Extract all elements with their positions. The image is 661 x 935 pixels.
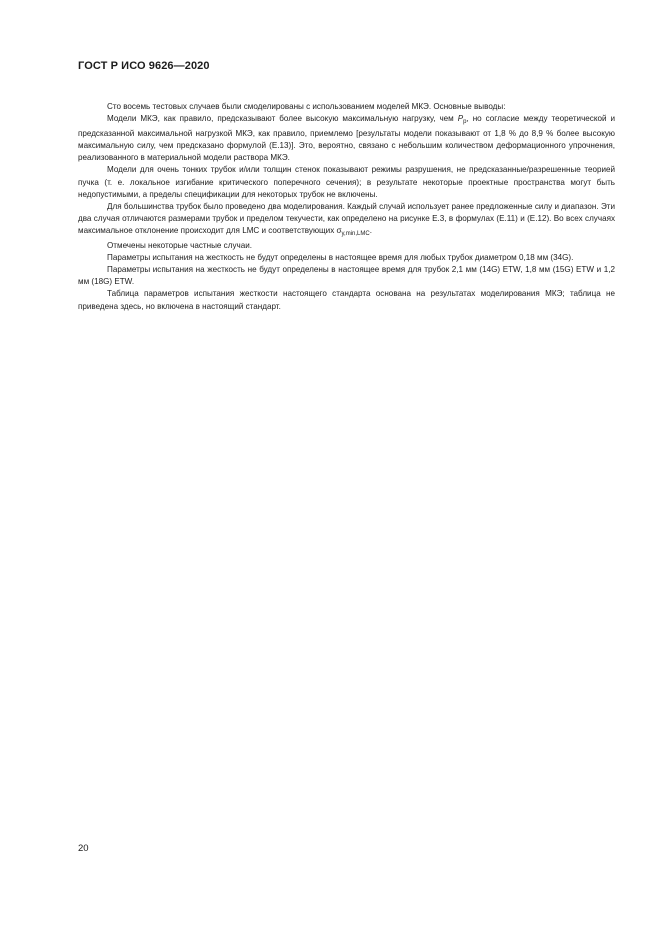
paragraph-two-simulations-text-a: Для большинства трубок было проведено два моделирования. Каждый случай использует ранее предложенные силу и диапазон. Эти два случая отличаются размерами трубок и пределом текучести, как определено на рисунке Е.3, в формулах (Е.11) и (Е.12). Во всех случаях максимальное отклонение происходит для LMC и соответствующих xyxy=(78,201,615,235)
paragraph-two-simulations xyxy=(78,201,615,240)
paragraph-thin-tubes: Модели для очень тонких трубок и/или толщин стенок показывают режимы разрушения, не предсказанные/разрешенные теорией пучка (т. е. локальное изгибание критического поперечного сечения); в результате некоторые проектные пространства могут быть недопустимыми, а пределы спецификации для некоторых трубок не включены. xyxy=(78,165,615,199)
paragraph-table-note: Таблица параметров испытания жесткости настоящего стандарта основана на результатах моделирования МКЭ; таблица не приведена здесь, но включена в настоящий стандарт. xyxy=(78,289,615,311)
paragraph-special-cases: Отмечены некоторые частные случаи. xyxy=(107,241,252,251)
paragraph-intro: Сто восемь тестовых случаев были смоделированы с использованием моделей МКЭ. Основные выводы: xyxy=(107,102,506,111)
paragraph-fem-load xyxy=(78,113,615,164)
symbol-sigma-subscript: y,min,LMC xyxy=(341,230,370,237)
paragraph-34g: Параметры испытания на жесткость не будут определены в настоящее время для любых трубок диаметром 0,18 мм (34G). xyxy=(107,253,574,263)
paragraph-etw: Параметры испытания на жесткость не будут определены в настоящее время для трубок 2,1 мм (14G) ETW, 1,8 мм (15G) ETW и 1,2 мм (18G) ETW. xyxy=(78,265,615,287)
document-header: ГОСТ Р ИСО 9626—2020 xyxy=(78,60,210,72)
document-body xyxy=(78,101,615,313)
paragraph-fem-load-text-a: Модели МКЭ, как правило, предсказывают более высокую максимальную нагрузку, чем xyxy=(107,114,458,124)
page-number: 20 xyxy=(78,843,89,854)
symbol-sigma: σ xyxy=(336,225,342,235)
paragraph-two-simulations-text-b: . xyxy=(369,225,372,235)
symbol-p-subscript: p xyxy=(463,119,467,126)
symbol-p: P xyxy=(457,114,464,124)
paragraph-fem-load-text-b: , но согласие между теоретической и предсказанной максимальной нагрузкой МКЭ, как правило, приемлемо [результаты модели показывают от 1,8 % до 8,9 % более высокую максимальную силу, чем предсказано формулой (Е.13)]. Это, вероятно, связано с небольшим количеством деформационного упрочнения, реализованного в материальной модели раствора МКЭ. xyxy=(78,114,615,163)
